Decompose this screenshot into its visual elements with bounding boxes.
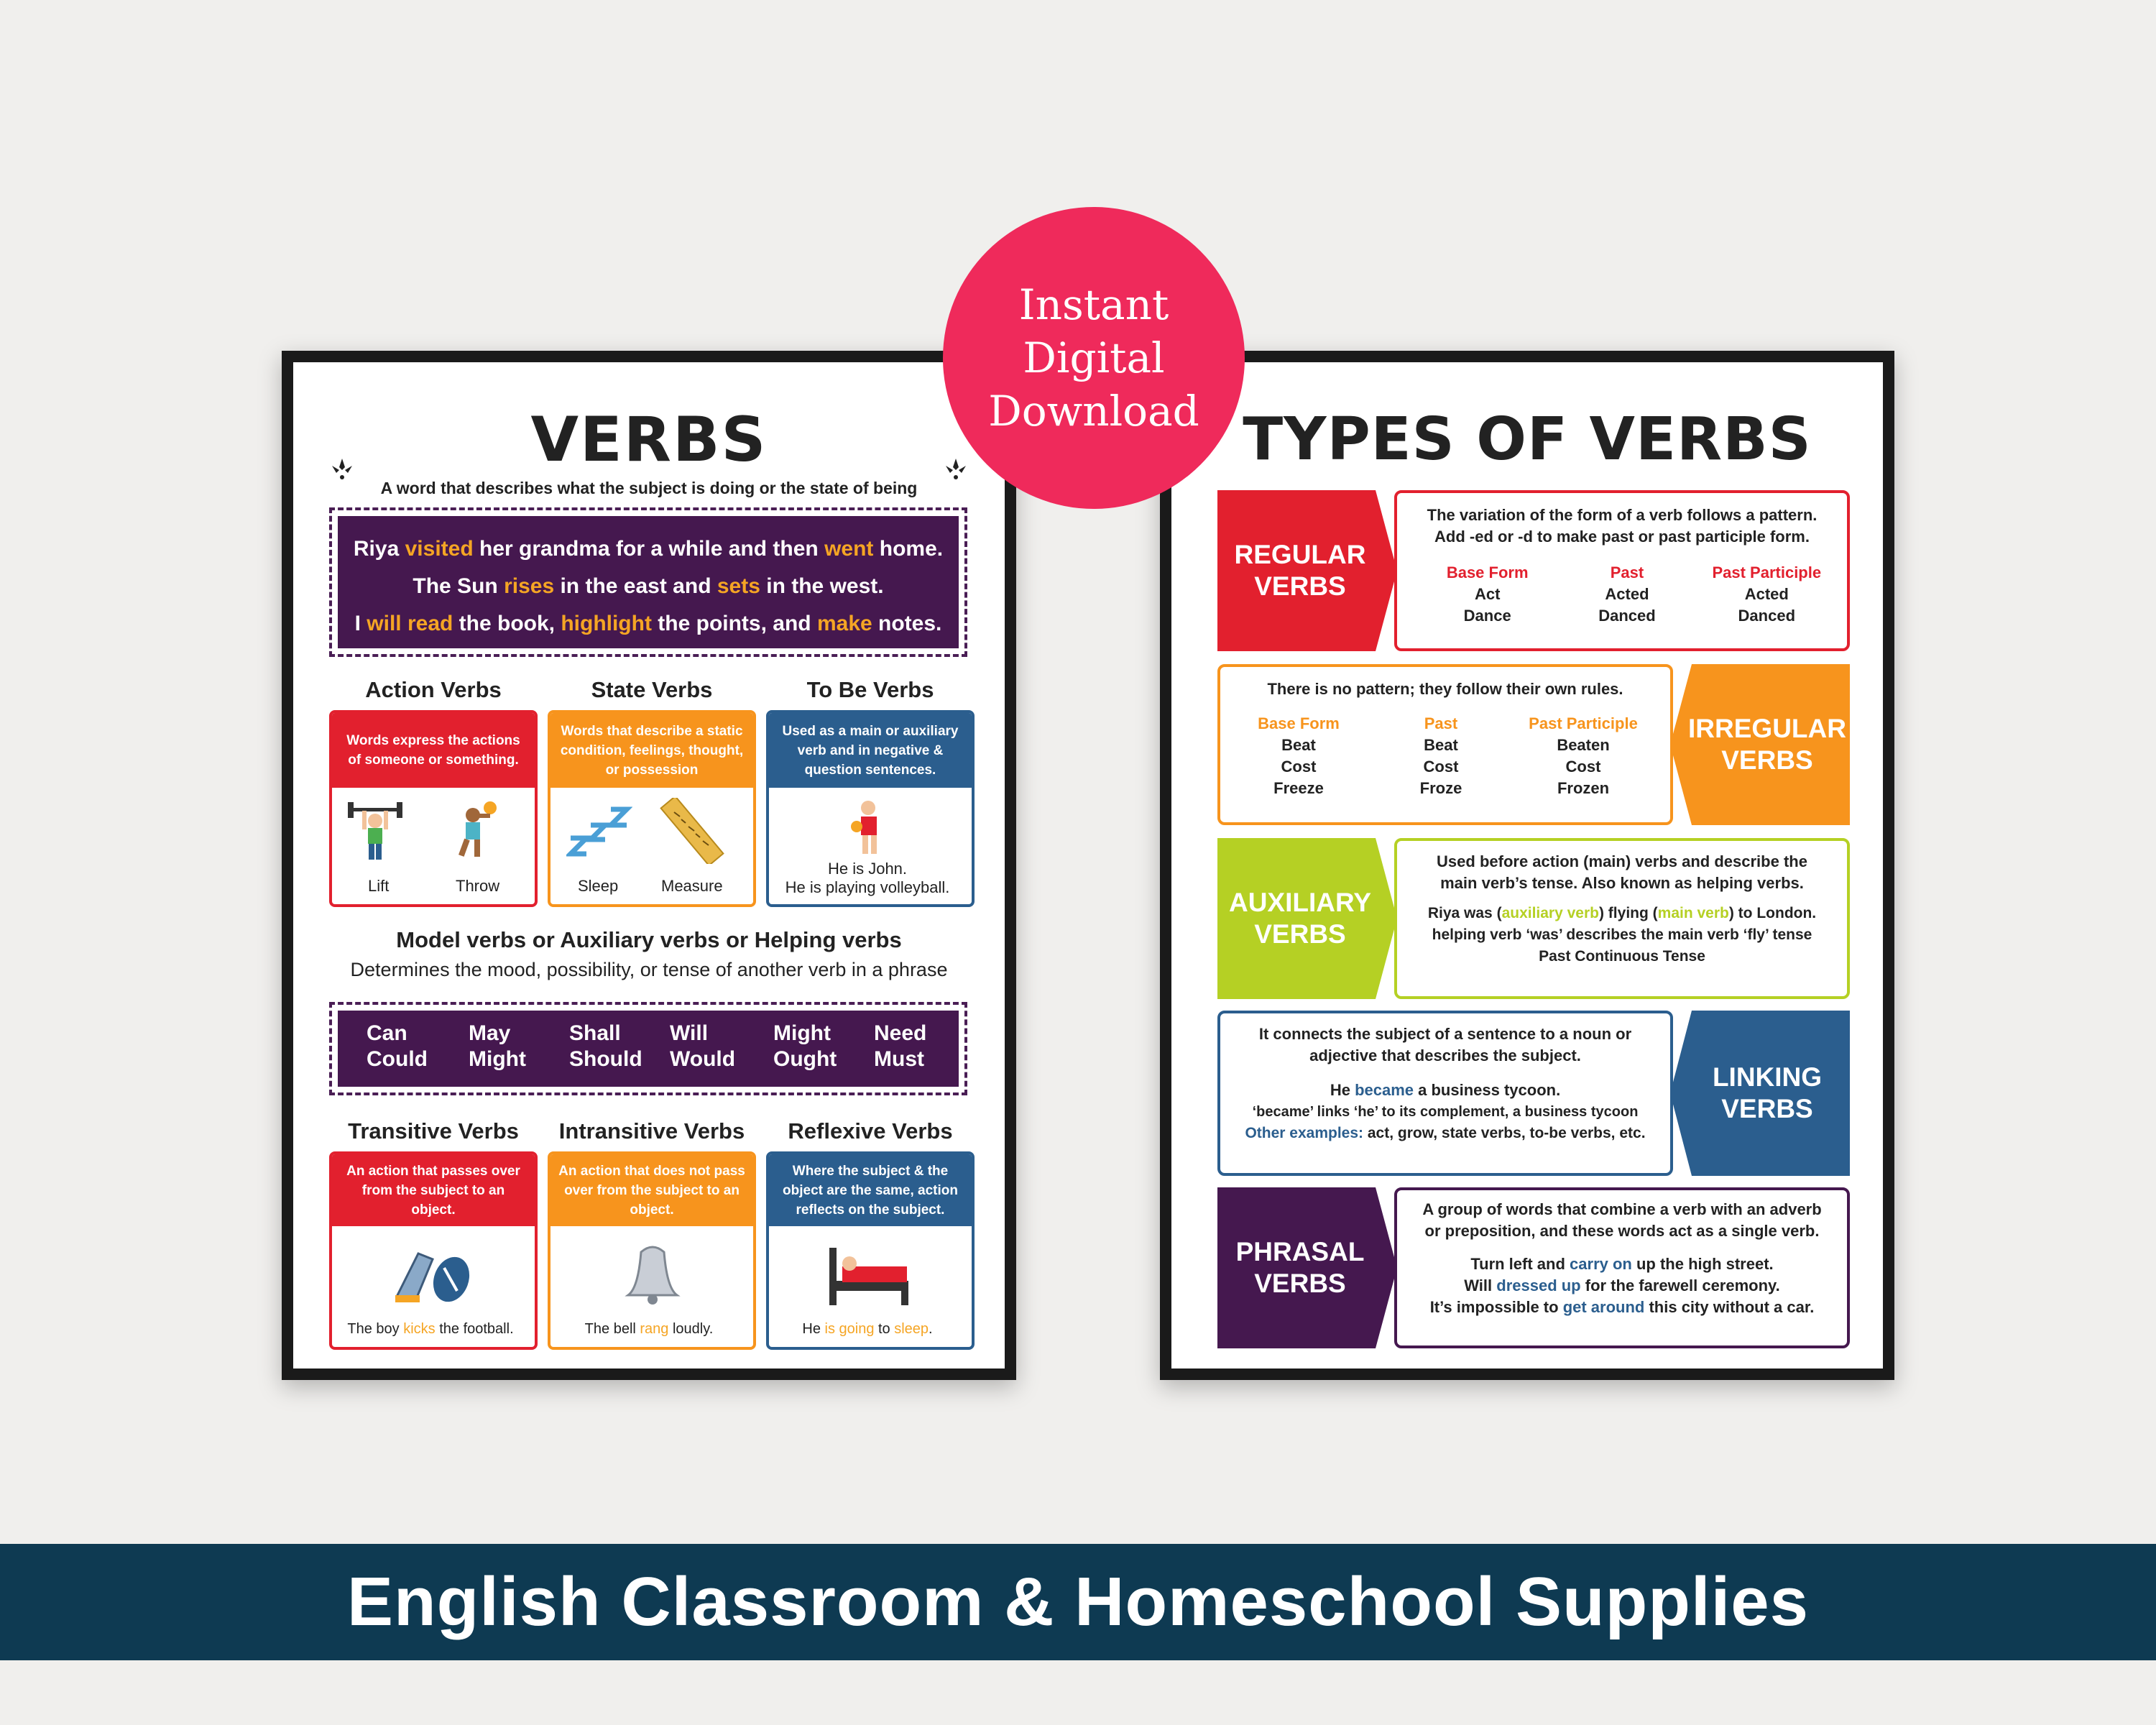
card-label: Sleep (578, 877, 619, 895)
intransitive-verbs-card: An action that does not pass over from the subject to an object. The bell rang loudly. (548, 1151, 756, 1350)
column-heading: Action Verbs (365, 677, 502, 702)
modal-verb-pair: Might Ought (773, 1021, 837, 1071)
column-heading: Intransitive Verbs (558, 1118, 745, 1144)
example-sentence: He is going to sleep. (802, 1321, 933, 1337)
column-heading: Transitive Verbs (348, 1118, 519, 1144)
example-sentences-box (329, 507, 967, 657)
instant-download-badge: Instant Digital Download (943, 207, 1245, 509)
example-sentence: He became a business tycoon. (1330, 1081, 1561, 1099)
state-verbs-card: Words that describe a static condition, feelings, thought, or possession Sleep Measure (548, 710, 756, 907)
verb-table: Base Form Past Past Participle Beat Beat Beaten Cost Cost Cost Freeze Froze Frozen (1258, 714, 1638, 797)
example-sentence: The boy kicks the football. (347, 1321, 514, 1337)
example-sentence: Riya was (auxiliary verb) flying (main verb) to London. (1427, 905, 1817, 921)
action-verbs-card: Words express the actions of someone or something. Lift Throw (329, 710, 538, 907)
bed-icon (826, 1241, 913, 1310)
regular-verbs-box: The variation of the form of a verb follows a pattern. Add -ed or -d to make past or past participle form. Base Form Past Past Participle Act Acted Acted Dance Danced Danced (1394, 490, 1850, 651)
example-sentence: It’s impossible to get around this city without a car. (1429, 1298, 1815, 1316)
example-sentence: The bell rang loudly. (584, 1321, 714, 1337)
modal-verbs-title: Model verbs or Auxiliary verbs or Helping verbs (396, 927, 902, 952)
column-heading: Reflexive Verbs (788, 1118, 953, 1144)
modal-verb-pair: Can Could (367, 1021, 428, 1071)
left-poster (293, 362, 1005, 1368)
card-label: He is playing volleyball. (785, 878, 950, 896)
auxiliary-verbs-box: Used before action (main) verbs and describe the main verb’s tense. Also known as helping verbs. Riya was (auxiliary verb) flying (main verb) to London. helping verb ‘was’ describes the main verb ‘fly’ tense Past Continuous Tense (1394, 838, 1850, 999)
modal-verbs-subtitle: Determines the mood, possibility, or tense of another verb in a phrase (350, 959, 948, 980)
example-sentence: Turn left and carry on up the high street. (1470, 1255, 1774, 1273)
phrasal-verbs-tag: PHRASAL VERBS (1217, 1187, 1397, 1348)
card-label: Throw (456, 877, 500, 895)
linking-verbs-tag: LINKING VERBS (1670, 1011, 1850, 1176)
regular-verbs-tag: REGULAR VERBS (1217, 490, 1397, 651)
modal-verb-pair: May Might (469, 1021, 526, 1071)
bell-icon (617, 1238, 688, 1310)
transitive-verbs-card: An action that passes over from the subject to an object. The boy kicks the football. (329, 1151, 538, 1350)
irregular-verbs-tag: IRREGULAR VERBS (1670, 664, 1850, 825)
example-sentence: The Sun rises in the east and sets in the west. (413, 574, 884, 598)
volleyball-player-icon (844, 798, 894, 858)
right-poster (1171, 362, 1883, 1368)
right-poster-frame (1160, 351, 1894, 1380)
column-heading: State Verbs (591, 677, 713, 702)
sleep-zzz-icon (566, 802, 632, 860)
to-be-verbs-card: Used as a main or auxiliary verb and in negative & question sentences. He is John. He is playing volleyball. (766, 710, 975, 907)
football-kick-icon (390, 1239, 476, 1308)
card-label: Measure (661, 877, 723, 895)
thrower-icon (447, 798, 505, 862)
ruler-icon (658, 798, 730, 864)
left-poster-title: VERBS (530, 404, 768, 476)
modal-verb-pair: Will Would (670, 1021, 736, 1071)
modal-verbs-box (329, 1002, 967, 1095)
auxiliary-verbs-tag: AUXILIARY VERBS (1217, 838, 1397, 999)
card-label: Lift (368, 877, 390, 895)
bottom-banner (0, 1544, 2156, 1660)
left-poster-frame (282, 351, 1016, 1380)
column-heading: To Be Verbs (806, 677, 934, 702)
irregular-verbs-box: There is no pattern; they follow their own rules. Base Form Past Past Participle Beat Beat Beaten Cost Cost Cost Freeze Froze Frozen (1217, 664, 1673, 825)
example-sentence: Riya visited her grandma for a while and then went home. (353, 537, 944, 561)
modal-verb-pair: Need Must (874, 1021, 927, 1071)
verb-table: Base Form Past Past Participle Act Acted Acted Dance Danced Danced (1446, 564, 1822, 625)
weightlifter-icon (346, 798, 404, 862)
phrasal-verbs-box: A group of words that combine a verb with an adverb or preposition, and these words act as a single verb. Turn left and carry on up the high street. Will dressed up for the farewell ceremony. It’s impossible to get around this city without a car. (1394, 1187, 1850, 1348)
banner-text: English Classroom & Homeschool Supplies (346, 1563, 1810, 1640)
linking-verbs-box: It connects the subject of a sentence to a noun or adjective that describes the subject. He became a business tycoon. ‘became’ links ‘he’ to its complement, a business tycoon Other examples: act, grow, state verbs, to-be verbs, etc. (1217, 1011, 1673, 1176)
reflexive-verbs-card: Where the subject & the object are the same, action reflects on the subject. He is going to sleep. (766, 1151, 975, 1350)
example-sentence: Will dressed up for the farewell ceremony. (1464, 1276, 1780, 1294)
example-sentence: I will read the book, highlight the points, and make notes. (354, 612, 942, 635)
card-label: He is John. (827, 860, 908, 878)
modal-verb-pair: Shall Should (569, 1021, 642, 1071)
verb-definition: A word that describes what the subject is doing or the state of being (380, 479, 918, 497)
right-poster-title: TYPES OF VERBS (1243, 405, 1812, 474)
